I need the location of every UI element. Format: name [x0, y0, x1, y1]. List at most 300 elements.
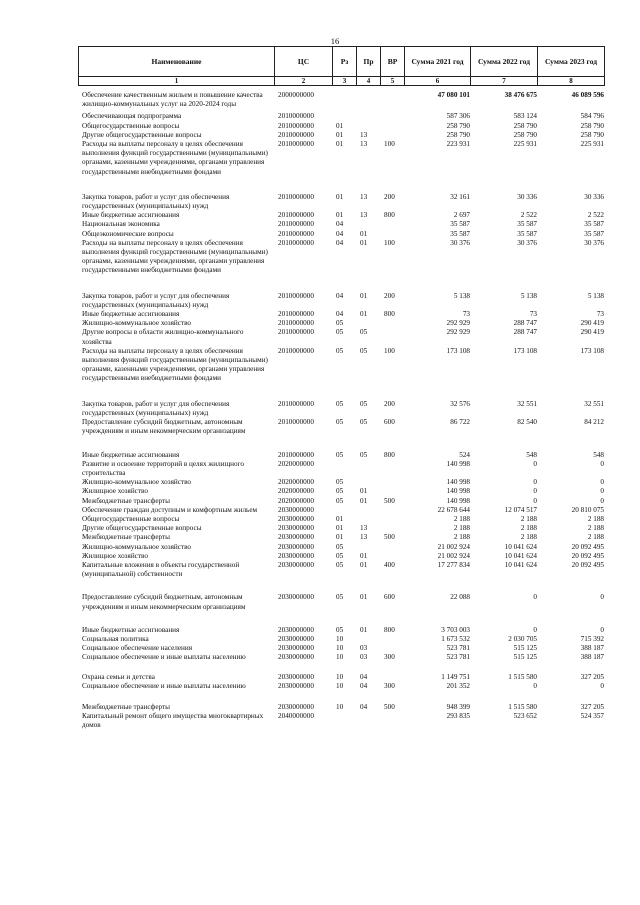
- cell-name: Закупка товаров, работ и услуг для обеспечения государственных (муниципальных) нужд: [82, 192, 230, 211]
- table-row: [78, 635, 604, 644]
- cell-cs: 2030000000: [278, 505, 314, 514]
- table-row: [78, 506, 604, 515]
- table-row: [78, 487, 604, 496]
- cell-name: Капитальный ремонт общего имущества многоквартирных домов: [82, 712, 264, 730]
- cell-rz: 04: [336, 291, 344, 300]
- table-row: [78, 552, 604, 561]
- cell-cs: 2010000000: [278, 121, 314, 130]
- cell-y2023: 2 522: [587, 211, 604, 220]
- cell-rz: 05: [336, 478, 344, 487]
- table-row: [78, 543, 604, 552]
- table-row: [78, 140, 604, 193]
- cell-y2021: 47 080 101: [437, 91, 470, 99]
- table-row: [78, 131, 604, 140]
- cell-rz: [332, 91, 356, 112]
- cell-pr: 01: [360, 310, 368, 319]
- table-row: [78, 418, 604, 450]
- cell-pr: 01: [360, 593, 368, 602]
- column-number: 6: [405, 77, 471, 86]
- cell-name: Иные бюджетные ассигнования: [82, 450, 180, 459]
- cell-pr: 13: [360, 192, 368, 201]
- cell-y2023: 32 551: [584, 399, 604, 408]
- cell-vr: 800: [384, 625, 395, 634]
- table-row: [78, 593, 604, 625]
- cell-y2023: 46 089 596: [571, 91, 604, 99]
- cell-y2021: 35 587: [450, 229, 470, 238]
- cell-y2023: 327 205: [580, 702, 604, 711]
- cell-name: Другие вопросы в области жилищно-коммунального хозяйства: [82, 328, 244, 346]
- cell-y2022: 0: [533, 478, 537, 487]
- cell-name: Обеспечение качественным жильем и повышение качества жилищно-коммунальных услуг на 2020-2024 годы: [82, 91, 263, 109]
- cell-pr: [356, 91, 380, 112]
- cell-cs: 2010000000: [278, 346, 314, 355]
- cell-y2023: 173 108: [580, 346, 604, 355]
- cell-pr: 01: [360, 229, 368, 238]
- budget-table-body: [78, 91, 604, 731]
- cell-y2021: 140 998: [446, 478, 470, 487]
- cell-vr: [380, 112, 404, 121]
- cell-vr: 500: [384, 533, 395, 542]
- cell-name: Социальная политика: [82, 634, 149, 643]
- column-header-2021: Сумма 2021 год: [405, 47, 471, 77]
- cell-cs: 2010000000: [278, 192, 314, 201]
- cell-rz: 04: [336, 310, 344, 319]
- cell-vr: [380, 552, 404, 561]
- cell-y2022: 73: [529, 310, 537, 319]
- cell-y2022: 1 515 580: [508, 672, 537, 681]
- column-header-rz: Рз: [333, 47, 357, 77]
- cell-cs: 2030000000: [278, 672, 314, 681]
- cell-pr: 05: [360, 450, 368, 459]
- cell-cs: 2030000000: [278, 560, 314, 569]
- cell-rz: 04: [336, 220, 344, 229]
- cell-y2022: 10 041 624: [504, 560, 537, 569]
- cell-rz: 05: [336, 560, 344, 569]
- cell-y2021: 292 929: [446, 319, 470, 328]
- cell-name: Социальное обеспечение населения: [82, 644, 193, 653]
- cell-y2023: 35 587: [584, 229, 604, 238]
- cell-rz: 01: [336, 514, 344, 523]
- cell-y2021: 140 998: [446, 487, 470, 496]
- cell-vr: 100: [384, 346, 395, 355]
- cell-rz: 01: [336, 533, 344, 542]
- cell-name: Капитальные вложения в объекты государственной (муниципальной) собственности: [82, 560, 240, 579]
- cell-pr: 04: [360, 672, 368, 681]
- cell-cs: 2010000000: [278, 328, 314, 337]
- cell-name: Жилищное хозяйство: [82, 487, 148, 496]
- cell-cs: 2030000000: [278, 533, 314, 542]
- cell-y2022: 0: [533, 593, 537, 602]
- cell-pr: 01: [360, 496, 368, 505]
- table-row: [78, 292, 604, 310]
- cell-y2021: 258 790: [446, 121, 470, 130]
- cell-y2022: 30 336: [517, 192, 537, 201]
- cell-name: Жилищно-коммунальное хозяйство: [82, 542, 192, 551]
- cell-name: Социальное обеспечение и иные выплаты населению: [82, 681, 246, 690]
- cell-name: Общегосударственные вопросы: [82, 121, 180, 130]
- cell-rz: [332, 460, 356, 478]
- cell-vr: 300: [384, 681, 395, 690]
- cell-rz: 10: [336, 653, 344, 662]
- cell-vr: 100: [384, 140, 395, 149]
- cell-cs: 2030000000: [278, 653, 314, 662]
- cell-name: Иные бюджетные ассигнования: [82, 310, 180, 319]
- table-row: [78, 524, 604, 533]
- page-number: 16: [330, 36, 340, 46]
- cell-y2022: 2 522: [520, 211, 537, 220]
- cell-cs: 2010000000: [278, 238, 314, 247]
- cell-vr: [380, 644, 404, 653]
- cell-y2023: 0: [600, 625, 604, 634]
- cell-vr: 200: [384, 192, 395, 201]
- table-row: [78, 193, 604, 211]
- cell-y2021: 140 998: [446, 459, 470, 468]
- table-row: [78, 561, 604, 593]
- cell-vr: 800: [384, 310, 395, 319]
- cell-y2021: 22 678 644: [437, 505, 470, 514]
- cell-y2022: 2 030 705: [508, 634, 537, 643]
- table-row: [78, 626, 604, 635]
- cell-name: Национальная экономика: [82, 220, 160, 229]
- cell-name: Предоставление субсидий бюджетным, автономным учреждениям и иным некоммерческим организациям: [82, 593, 246, 611]
- cell-cs: 2010000000: [278, 130, 314, 139]
- cell-y2021: 86 722: [450, 418, 470, 427]
- cell-rz: [332, 712, 356, 730]
- cell-cs: 2030000000: [278, 634, 314, 643]
- cell-pr: [356, 460, 380, 478]
- cell-y2022: 2 188: [520, 514, 537, 523]
- cell-y2022: 82 540: [517, 418, 537, 427]
- cell-cs: 2020000000: [278, 459, 314, 468]
- cell-y2023: 73: [596, 310, 604, 319]
- cell-cs: 2010000000: [278, 319, 314, 328]
- cell-y2022: 583 124: [513, 112, 537, 121]
- cell-pr: 05: [360, 418, 368, 427]
- cell-y2023: 0: [600, 487, 604, 496]
- cell-rz: [332, 506, 356, 515]
- cell-y2023: 20 810 075: [571, 505, 604, 514]
- cell-vr: [380, 131, 404, 140]
- cell-pr: [356, 543, 380, 552]
- cell-name: Общеэкономические вопросы: [82, 229, 174, 238]
- cell-y2022: 0: [533, 487, 537, 496]
- column-number: 5: [381, 77, 405, 86]
- cell-vr: [380, 220, 404, 229]
- cell-y2021: 201 352: [446, 681, 470, 690]
- cell-y2022: 5 138: [520, 291, 537, 300]
- cell-y2021: 524: [459, 450, 470, 459]
- cell-vr: 200: [384, 291, 395, 300]
- cell-y2021: 523 781: [446, 653, 470, 662]
- table-row: [78, 328, 604, 346]
- cell-vr: [380, 506, 404, 515]
- cell-y2022: 12 074 517: [504, 505, 537, 514]
- cell-y2023: 0: [600, 681, 604, 690]
- cell-y2022: 38 476 675: [504, 91, 537, 99]
- cell-rz: 05: [336, 328, 344, 337]
- cell-pr: 01: [360, 551, 368, 560]
- table-row: [78, 478, 604, 487]
- cell-cs: 2030000000: [278, 681, 314, 690]
- cell-y2022: 2 188: [520, 533, 537, 542]
- table-row: [78, 239, 604, 292]
- cell-y2021: 17 277 834: [437, 560, 470, 569]
- cell-name: Социальное обеспечение и иные выплаты населению: [82, 653, 246, 662]
- cell-y2023: 20 092 495: [571, 542, 604, 551]
- cell-name: Другие общегосударственные вопросы: [82, 524, 202, 533]
- column-header-vr: ВР: [381, 47, 405, 77]
- cell-name: Иные бюджетные ассигнования: [82, 211, 180, 220]
- cell-name: Жилищно-коммунальное хозяйство: [82, 319, 192, 328]
- cell-cs: 2020000000: [278, 478, 314, 487]
- cell-y2021: 293 835: [446, 712, 470, 721]
- cell-y2023: 548: [593, 450, 604, 459]
- cell-pr: [356, 220, 380, 229]
- cell-y2021: 2 697: [453, 211, 470, 220]
- cell-y2022: 0: [533, 625, 537, 634]
- column-number: 2: [275, 77, 333, 86]
- cell-rz: 10: [336, 634, 344, 643]
- cell-pr: 13: [360, 533, 368, 542]
- table-row: [78, 91, 604, 112]
- cell-y2022: 515 125: [513, 653, 537, 662]
- cell-cs: 2030000000: [278, 702, 314, 711]
- cell-y2023: 2 188: [587, 524, 604, 533]
- cell-y2021: 21 002 924: [437, 542, 470, 551]
- cell-rz: 01: [336, 121, 344, 130]
- cell-y2021: 35 587: [450, 220, 470, 229]
- cell-y2023: 290 419: [580, 319, 604, 328]
- cell-y2021: 21 002 924: [437, 551, 470, 560]
- column-header-2022: Сумма 2022 год: [471, 47, 538, 77]
- cell-name: Межбюджетные трансферты: [82, 702, 170, 711]
- cell-y2022: 548: [526, 450, 537, 459]
- cell-y2023: 388 187: [580, 653, 604, 662]
- cell-name: Расходы на выплаты персоналу в целях обеспечения выполнения функций государственными (муниципальными) органами, казенными учреждениями, органами управления государственными внебюджетными фондами: [82, 140, 268, 176]
- column-number: 3: [333, 77, 357, 86]
- column-header-cs: ЦС: [275, 47, 333, 77]
- table-row: [78, 460, 604, 478]
- table-row: [78, 400, 604, 418]
- cell-vr: 200: [384, 399, 395, 408]
- cell-cs: 2010000000: [278, 291, 314, 300]
- cell-cs: 2040000000: [278, 712, 314, 721]
- table-row: [78, 112, 604, 121]
- cell-rz: 01: [336, 140, 344, 149]
- cell-vr: 800: [384, 211, 395, 220]
- column-header-2023: Сумма 2023 год: [538, 47, 605, 77]
- table-row: [78, 703, 604, 712]
- cell-cs: 2000000000: [278, 91, 314, 99]
- cell-y2023: 0: [600, 478, 604, 487]
- cell-y2021: 2 188: [453, 524, 470, 533]
- cell-pr: 04: [360, 702, 368, 711]
- cell-cs: 2030000000: [278, 551, 314, 560]
- cell-name: Другие общегосударственные вопросы: [82, 130, 202, 139]
- table-row: [78, 497, 604, 506]
- cell-pr: 03: [360, 644, 368, 653]
- table-row: [78, 515, 604, 524]
- cell-y2022: 1 515 580: [508, 702, 537, 711]
- cell-vr: [380, 487, 404, 496]
- cell-vr: [380, 712, 404, 730]
- column-number: 8: [538, 77, 605, 86]
- cell-rz: 05: [336, 593, 344, 602]
- cell-pr: 01: [360, 291, 368, 300]
- table-row: [78, 122, 604, 131]
- cell-cs: 2010000000: [278, 229, 314, 238]
- cell-y2022: 35 587: [517, 220, 537, 229]
- cell-y2021: 2 188: [453, 533, 470, 542]
- cell-rz: 05: [336, 418, 344, 427]
- cell-name: Общегосударственные вопросы: [82, 514, 180, 523]
- cell-y2023: 84 212: [584, 418, 604, 427]
- cell-y2021: 73: [462, 310, 470, 319]
- table-row: [78, 220, 604, 229]
- cell-cs: 2010000000: [278, 418, 314, 427]
- cell-rz: 01: [336, 211, 344, 220]
- cell-y2023: 258 790: [580, 121, 604, 130]
- cell-y2022: 515 125: [513, 644, 537, 653]
- cell-name: Закупка товаров, работ и услуг для обеспечения государственных (муниципальных) нужд: [82, 399, 230, 417]
- cell-name: Иные бюджетные ассигнования: [82, 625, 180, 634]
- cell-name: Межбюджетные трансферты: [82, 496, 170, 505]
- cell-y2021: 3 703 003: [441, 625, 470, 634]
- cell-y2022: 225 931: [513, 140, 537, 149]
- cell-rz: 05: [336, 319, 344, 328]
- cell-pr: 05: [360, 328, 368, 337]
- cell-vr: [380, 91, 404, 112]
- cell-y2022: 30 376: [517, 238, 537, 247]
- cell-pr: 01: [360, 560, 368, 569]
- cell-y2023: 5 138: [587, 291, 604, 300]
- cell-y2023: 20 092 495: [571, 560, 604, 569]
- cell-name: Развитие и освоение территорий в целях жилищного строительства: [82, 459, 244, 477]
- cell-y2022: 258 790: [513, 130, 537, 139]
- cell-vr: 500: [384, 496, 395, 505]
- cell-y2021: 140 998: [446, 496, 470, 505]
- cell-cs: 2030000000: [278, 644, 314, 653]
- cell-pr: [356, 478, 380, 487]
- cell-rz: 05: [336, 496, 344, 505]
- cell-pr: 01: [360, 487, 368, 496]
- cell-cs: 2010000000: [278, 211, 314, 220]
- cell-vr: [380, 524, 404, 533]
- table-row: [78, 712, 604, 730]
- column-header-pr: Пр: [357, 47, 381, 77]
- table-row: [78, 653, 604, 672]
- cell-pr: 01: [360, 238, 368, 247]
- cell-pr: 01: [360, 625, 368, 634]
- table-row: [78, 451, 604, 460]
- cell-name: Охрана семьи и детства: [82, 672, 155, 681]
- cell-y2022: 2 188: [520, 524, 537, 533]
- cell-pr: 13: [360, 211, 368, 220]
- cell-y2021: 32 576: [450, 399, 470, 408]
- cell-pr: [356, 712, 380, 730]
- cell-y2023: 30 336: [584, 192, 604, 201]
- cell-vr: [380, 543, 404, 552]
- cell-y2022: 35 587: [517, 229, 537, 238]
- column-header-name: Наименование: [79, 47, 275, 77]
- cell-y2021: 32 161: [450, 192, 470, 201]
- cell-vr: [380, 515, 404, 524]
- table-header: [78, 46, 604, 90]
- cell-y2023: 2 188: [587, 514, 604, 523]
- cell-vr: [380, 460, 404, 478]
- cell-vr: [380, 673, 404, 682]
- cell-cs: 2030000000: [278, 542, 314, 551]
- cell-cs: 2030000000: [278, 625, 314, 634]
- cell-y2022: 0: [533, 681, 537, 690]
- cell-y2021: 2 188: [453, 514, 470, 523]
- cell-rz: 05: [336, 487, 344, 496]
- cell-vr: [380, 319, 404, 328]
- cell-vr: [380, 328, 404, 346]
- cell-y2021: 22 088: [450, 593, 470, 602]
- cell-y2023: 35 587: [584, 220, 604, 229]
- cell-rz: 10: [336, 702, 344, 711]
- cell-y2022: 288 747: [513, 319, 537, 328]
- cell-pr: 13: [360, 140, 368, 149]
- cell-y2021: 173 108: [446, 346, 470, 355]
- cell-pr: [356, 506, 380, 515]
- table-row: [78, 673, 604, 682]
- cell-y2023: 2 188: [587, 533, 604, 542]
- cell-vr: 500: [384, 702, 395, 711]
- cell-pr: [356, 112, 380, 121]
- cell-rz: 05: [336, 450, 344, 459]
- cell-y2022: 523 652: [513, 712, 537, 721]
- cell-rz: 05: [336, 551, 344, 560]
- cell-cs: 2010000000: [278, 220, 314, 229]
- table-row: [78, 319, 604, 328]
- cell-y2023: 258 790: [580, 130, 604, 139]
- cell-vr: [380, 478, 404, 487]
- cell-vr: 600: [384, 593, 395, 602]
- table-row: [78, 211, 604, 220]
- cell-y2023: 290 419: [580, 328, 604, 337]
- cell-y2021: 258 790: [446, 130, 470, 139]
- cell-pr: [356, 515, 380, 524]
- cell-pr: [356, 635, 380, 644]
- table-row: [78, 347, 604, 400]
- cell-cs: 2010000000: [278, 450, 314, 459]
- cell-y2023: 30 376: [584, 238, 604, 247]
- cell-rz: 05: [336, 346, 344, 355]
- cell-y2023: 225 931: [580, 140, 604, 149]
- cell-cs: 2030000000: [278, 524, 314, 533]
- cell-y2023: 388 187: [580, 644, 604, 653]
- cell-y2021: 223 931: [446, 140, 470, 149]
- cell-y2022: 32 551: [517, 399, 537, 408]
- cell-name: Расходы на выплаты персоналу в целях обеспечения выполнения функций государственными (муниципальными) органами, казенными учреждениями, органами управления государственными внебюджетными фондами: [82, 346, 268, 383]
- cell-y2023: 327 205: [580, 672, 604, 681]
- cell-y2022: 288 747: [513, 328, 537, 337]
- cell-pr: 05: [360, 346, 368, 355]
- cell-y2023: 20 092 495: [571, 551, 604, 560]
- cell-name: Предоставление субсидий бюджетным, автономным учреждениям и иным некоммерческим организациям: [82, 418, 246, 436]
- cell-name: Обеспечивающая подпрограмма: [82, 112, 182, 121]
- table-row: [78, 682, 604, 703]
- cell-pr: [356, 122, 380, 131]
- column-number: 7: [471, 77, 538, 86]
- column-number: 1: [79, 77, 275, 86]
- cell-vr: [380, 635, 404, 644]
- cell-vr: 800: [384, 450, 395, 459]
- cell-name: Расходы на выплаты персоналу в целях обеспечения выполнения функций государственными (муниципальными) органами, казенными учреждениями, органами управления государственными внебюджетными фондами: [82, 238, 268, 275]
- cell-cs: 2010000000: [278, 112, 314, 121]
